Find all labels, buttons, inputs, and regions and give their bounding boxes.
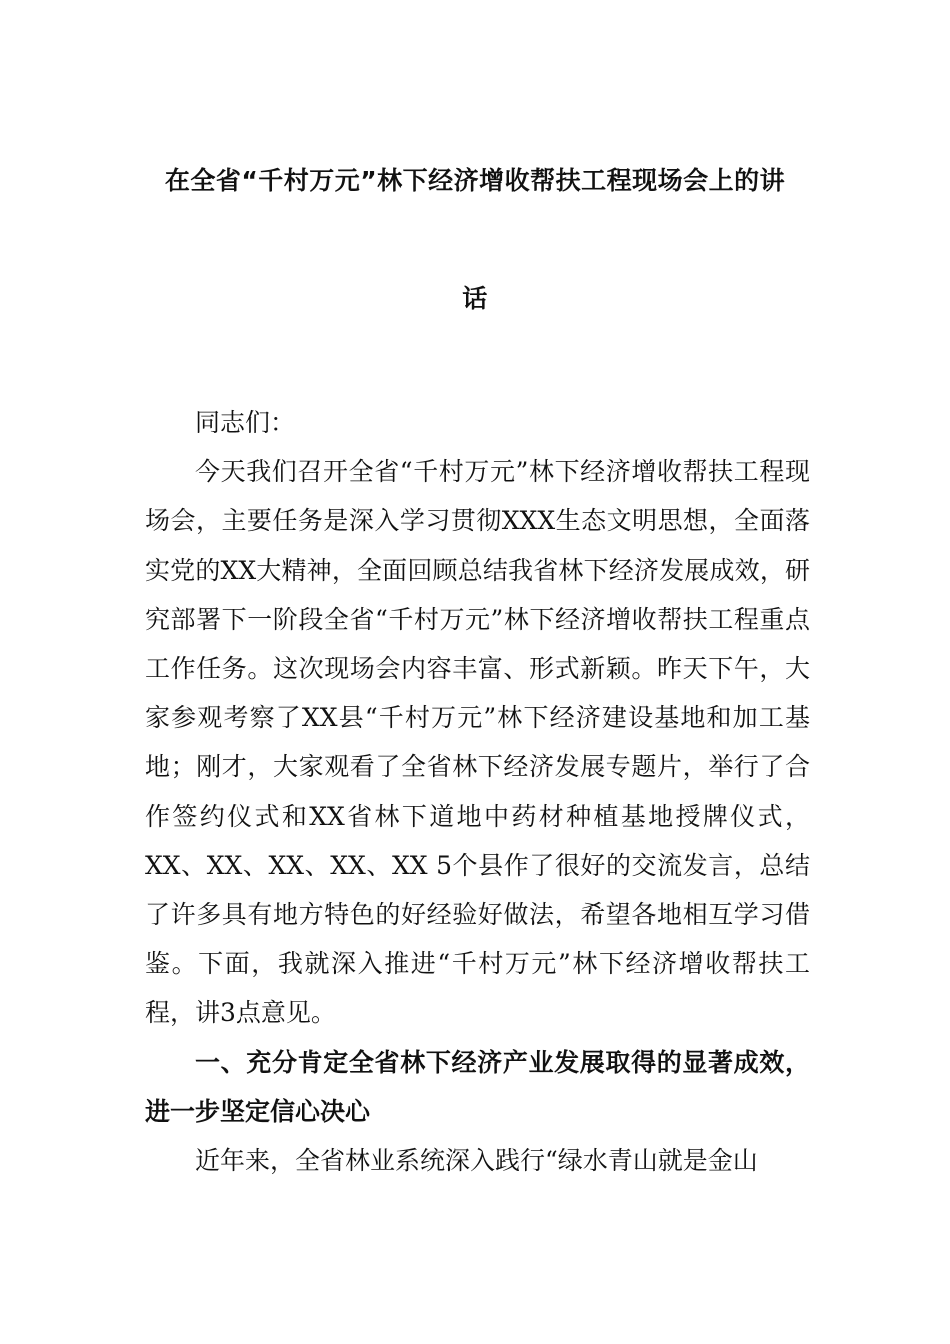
document-body xyxy=(145,398,810,1185)
document-title-line-1: 在全省“千村万元”林下经济增收帮扶工程现场会上的讲 xyxy=(164,166,786,195)
document-title-line-2: 话 xyxy=(462,284,488,313)
body-paragraph-1: 今天我们召开全省“千村万元”林下经济增收帮扶工程现场会，主要任务是深入学习贯彻XXX生态文明思想，全面落实党的XX大精神，全面回顾总结我省林下经济发展成效，研究部署下一阶段全省“千村万元”林下经济增收帮扶工程重点工作任务。这次现场会内容丰富、形式新颖。昨天下午，大家参观考察了XX县“千村万元”林下经济建设基地和加工基地；刚才，大家观看了全省林下经济发展专题片，举行了合作签约仪式和XX省林下道地中药材种植基地授牌仪式，XX、XX、XX、XX、XX 5个县作了很好的交流发言，总结了许多具有地方特色的好经验好做法，希望各地相互学习借鉴。下面，我就深入推进“千村万元”林下经济增收帮扶工程，讲3点意见。 xyxy=(145,457,810,1028)
body-paragraph-2: 近年来，全省林业系统深入践行“绿水青山就是金山 xyxy=(195,1146,758,1176)
section-heading-1: 一、充分肯定全省林下经济产业发展取得的显著成效，进一步坚定信心决心 xyxy=(145,1047,810,1126)
salutation: 同志们： xyxy=(195,408,296,437)
